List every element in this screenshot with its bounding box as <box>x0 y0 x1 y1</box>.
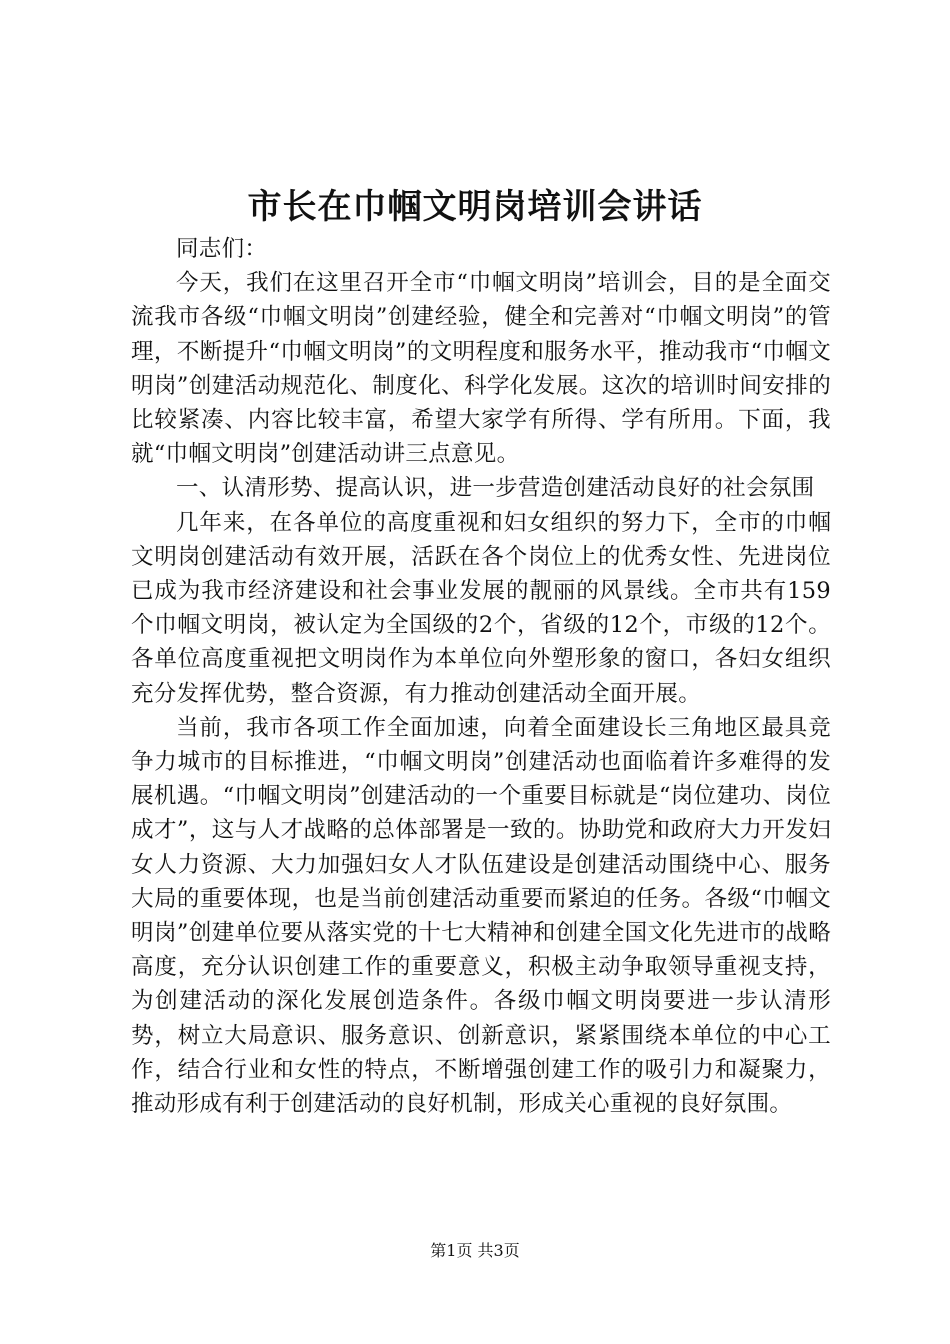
page-footer: 第1页 共3页 <box>430 1241 520 1260</box>
document-body <box>131 232 831 1121</box>
document-title: 市长在巾帼文明岗培训会讲话 <box>247 187 703 227</box>
paragraph-current-situation: 当前，我市各项工作全面加速，向着全面建设长三角地区最具竞争力城市的目标推进，“巾帼文明岗”创建活动也面临着许多难得的发展机遇。“巾帼文明岗”创建活动的一个重要目标就是“岗位建功、岗位成才”，这与人才战略的总体部署是一致的。协助党和政府大力开发妇女人力资源、大力加强妇女人才队伍建设是创建活动围绕中心、服务大局的重要体现，也是当前创建活动重要而紧迫的任务。各级“巾帼文明岗”创建单位要从落实党的十七大精神和创建全国文化先进市的战略高度，充分认识创建工作的重要意义，积极主动争取领导重视支持，为创建活动的深化发展创造条件。各级巾帼文明岗要进一步认清形势，树立大局意识、服务意识、创新意识，紧紧围绕本单位的中心工作，结合行业和女性的特点，不断增强创建工作的吸引力和凝聚力，推动形成有利于创建活动的良好机制，形成关心重视的良好氛围。 <box>131 714 831 1118</box>
paragraph-achievements: 几年来，在各单位的高度重视和妇女组织的努力下，全市的巾帼文明岗创建活动有效开展，活跃在各个岗位上的优秀女性、先进岗位已成为我市经济建设和社会事业发展的靓丽的风景线。全市共有159个巾帼文明岗，被认定为全国级的2个，省级的12个，市级的12个。各单位高度重视把文明岗作为本单位向外塑形象的窗口，各妇女组织充分发挥优势，整合资源，有力推动创建活动全面开展。 <box>131 509 831 707</box>
salutation: 同志们： <box>176 236 268 262</box>
paragraph-opening: 今天，我们在这里召开全市“巾帼文明岗”培训会，目的是全面交流我市各级“巾帼文明岗”创建经验，健全和完善对“巾帼文明岗”的管理，不断提升“巾帼文明岗”的文明程度和服务水平，推动我市“巾帼文明岗”创建活动规范化、制度化、科学化发展。这次的培训时间安排的比较紧凑、内容比较丰富，希望大家学有所得、学有所用。下面，我就“巾帼文明岗”创建活动讲三点意见。 <box>131 270 831 468</box>
section-heading-1: 一、认清形势、提高认识，进一步营造创建活动良好的社会氛围 <box>176 475 815 502</box>
